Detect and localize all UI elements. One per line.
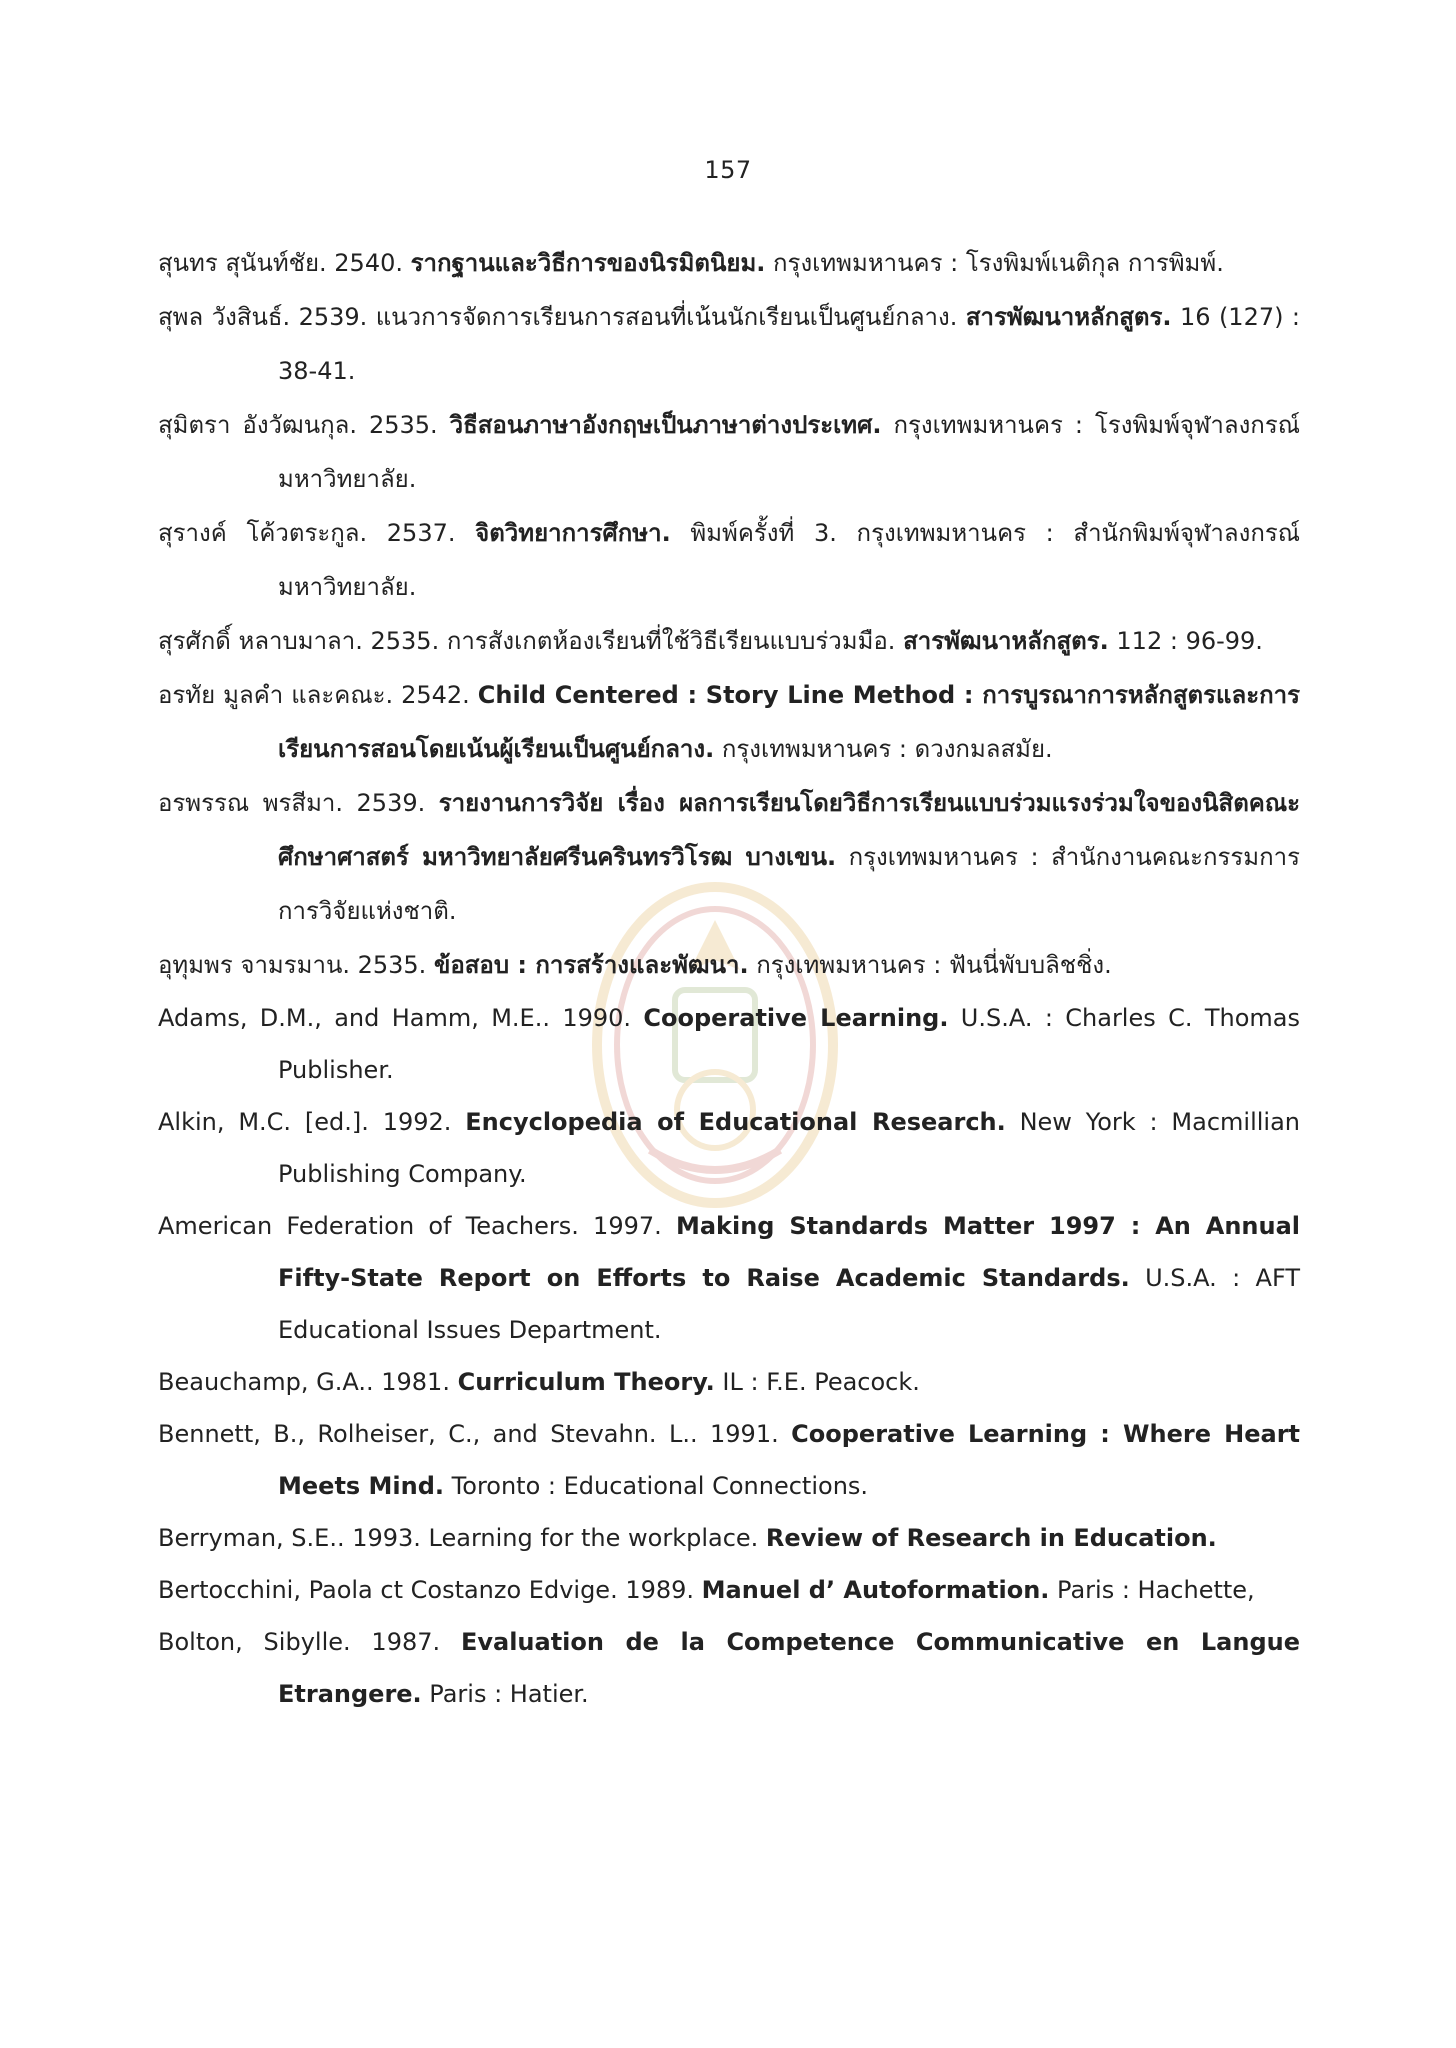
reference-entry	[158, 1356, 1300, 1408]
reference-publisher: พิมพ์ครั้งที่ 3. กรุงเทพมหานคร : สำนักพิมพ์จุฬาลงกรณ์มหาวิทยาลัย.	[278, 519, 1301, 601]
reference-publisher: U.S.A. : Charles C. Thomas Publisher.	[278, 1004, 1300, 1084]
reference-entry	[158, 1408, 1300, 1512]
reference-entry	[158, 236, 1300, 290]
reference-title: Encyclopedia of Educational Research.	[465, 1108, 1006, 1136]
reference-entry	[158, 1564, 1300, 1616]
reference-title: วิธีสอนภาษาอังกฤษเป็นภาษาต่างประเทศ.	[449, 411, 882, 439]
reference-publisher: Paris : Hatier.	[421, 1680, 589, 1708]
reference-title: สารพัฒนาหลักสูตร.	[903, 627, 1109, 655]
reference-publisher: 112 : 96-99.	[1108, 627, 1263, 655]
reference-title: Review of Research in Education.	[765, 1524, 1217, 1552]
reference-entry	[158, 1512, 1300, 1564]
reference-author: Alkin, M.C. [ed.]. 1992.	[158, 1108, 466, 1136]
reference-author: Bennett, B., Rolheiser, C., and Stevahn. L.. 1991.	[158, 1420, 792, 1448]
reference-title: Cooperative Learning.	[643, 1004, 949, 1032]
reference-entry	[158, 1200, 1300, 1356]
reference-publisher: Paris : Hachette,	[1049, 1576, 1255, 1604]
reference-publisher: กรุงเทพมหานคร : โรงพิมพ์จุฬาลงกรณ์มหาวิทยาลัย.	[278, 411, 1300, 493]
reference-entry	[158, 1096, 1300, 1200]
reference-author: อรพรรณ พรสีมา. 2539.	[158, 789, 439, 817]
reference-title: รากฐานและวิธีการของนิรมิตนิยม.	[410, 249, 766, 277]
reference-entry	[158, 668, 1300, 776]
reference-title: ข้อสอบ : การสร้างและพัฒนา.	[433, 951, 749, 979]
reference-title: สารพัฒนาหลักสูตร.	[965, 303, 1172, 331]
reference-author: Bolton, Sibylle. 1987.	[158, 1628, 461, 1656]
reference-title: Making Standards Matter 1997 : An Annual Fifty-State Report on Efforts to Raise Academic Standards.	[278, 1212, 1301, 1292]
reference-publisher: กรุงเทพมหานคร : ฟันนี่พับบลิชชิ่ง.	[748, 951, 1112, 979]
reference-author: อุทุมพร จามรมาน. 2535.	[158, 951, 434, 979]
reference-title: Evaluation de la Competence Communicative en Langue Etrangere.	[278, 1628, 1300, 1708]
reference-publisher: กรุงเทพมหานคร : ดวงกมลสมัย.	[714, 735, 1053, 763]
reference-entry	[158, 776, 1300, 938]
reference-publisher: กรุงเทพมหานคร : โรงพิมพ์เนติกุล การพิมพ์.	[765, 249, 1224, 277]
reference-entry	[158, 398, 1300, 506]
reference-publisher: IL : F.E. Peacock.	[714, 1368, 920, 1396]
reference-list	[158, 236, 1300, 1720]
reference-author: สุนทร สุนันท์ชัย. 2540.	[158, 249, 411, 277]
reference-entry	[158, 938, 1300, 992]
reference-entry	[158, 992, 1300, 1096]
reference-title: Curriculum Theory.	[457, 1368, 715, 1396]
reference-entry	[158, 614, 1300, 668]
reference-publisher: Toronto : Educational Connections.	[444, 1472, 869, 1500]
reference-entry	[158, 1616, 1300, 1720]
reference-author: Berryman, S.E.. 1993. Learning for the workplace.	[158, 1524, 766, 1552]
reference-author: Adams, D.M., and Hamm, M.E.. 1990.	[158, 1004, 644, 1032]
reference-author: สุรางค์ โค้วตระกูล. 2537.	[158, 519, 476, 547]
reference-publisher: New York : Macmillian Publishing Company.	[278, 1108, 1301, 1188]
reference-author: อรทัย มูลคำ และคณะ. 2542.	[158, 681, 478, 709]
reference-author: Bertocchini, Paola ct Costanzo Edvige. 1989.	[158, 1576, 702, 1604]
reference-publisher: 16 (127) : 38-41.	[278, 303, 1300, 385]
reference-title: Manuel d’ Autoformation.	[701, 1576, 1050, 1604]
reference-author: สุมิตรา อังวัฒนกุล. 2535.	[158, 411, 450, 439]
page-number: 157	[704, 156, 752, 184]
reference-title: รายงานการวิจัย เรื่อง ผลการเรียนโดยวิธีการเรียนแบบร่วมแรงร่วมใจของนิสิตคณะศึกษาศาสตร์ มหาวิทยาลัยศรีนครินทรวิโรฒ บางเขน.	[278, 789, 1300, 871]
reference-author: American Federation of Teachers. 1997.	[158, 1212, 676, 1240]
reference-publisher: U.S.A. : AFT Educational Issues Department.	[278, 1264, 1300, 1344]
reference-author: Beauchamp, G.A.. 1981.	[158, 1368, 458, 1396]
reference-entry	[158, 290, 1300, 398]
reference-author: สุรศักดิ์ หลาบมาลา. 2535. การสังเกตห้องเรียนที่ใช้วิธีเรียนแบบร่วมมือ.	[158, 627, 904, 655]
reference-title: Cooperative Learning : Where Heart Meets Mind.	[278, 1420, 1300, 1500]
reference-entry	[158, 506, 1300, 614]
reference-publisher: กรุงเทพมหานคร : สำนักงานคณะกรรมการการวิจัยแห่งชาติ.	[278, 843, 1300, 925]
reference-title: จิตวิทยาการศึกษา.	[475, 519, 671, 547]
reference-title: Child Centered : Story Line Method : การบูรณาการหลักสูตรและการเรียนการสอนโดยเน้นผู้เรียนเป็นศูนย์กลาง.	[278, 681, 1300, 763]
reference-author: สุพล วังสินธ์. 2539. แนวการจัดการเรียนการสอนที่เน้นนักเรียนเป็นศูนย์กลาง.	[158, 303, 966, 331]
